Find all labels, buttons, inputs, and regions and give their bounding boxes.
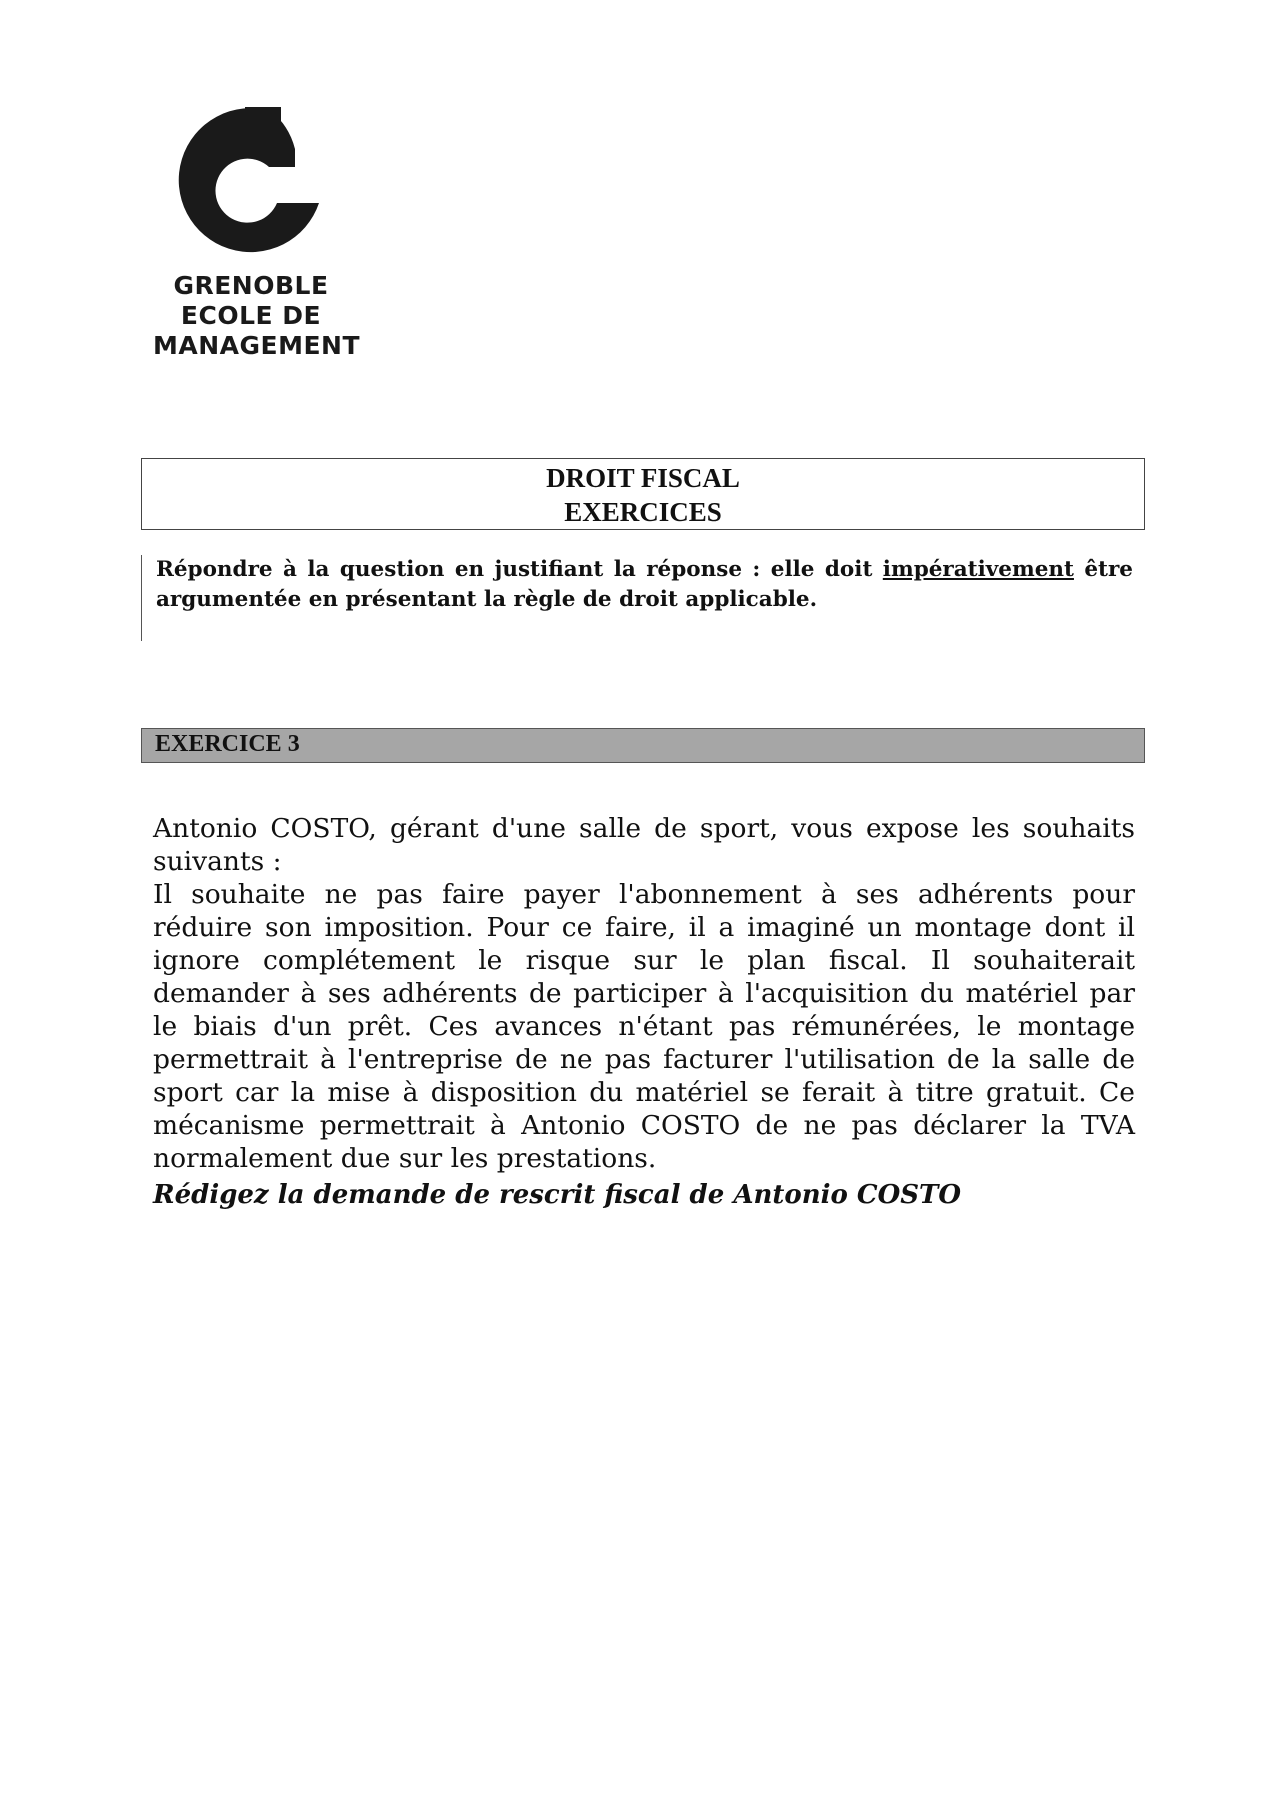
- school-logo: [153, 105, 361, 361]
- logo-line-2: ECOLE DE: [180, 301, 322, 330]
- exercise-heading: [141, 728, 1145, 763]
- logo-wordmark: [153, 271, 361, 361]
- exercise-statement: [153, 812, 1135, 1175]
- instruction-emphasis: impérativement: [882, 557, 1074, 582]
- statement-paragraph-2: Il souhaite ne pas faire payer l'abonnement à ses adhérents pour réduire son imposition. Pour ce faire, il a imaginé un montage dont il ignore complétement le risque sur le plan fiscal. Il souhaiterait demander à ses adhérents de participer à l'acquisition du matériel par le biais d'un prêt. Ces avances n'étant pas rémunérées, le montage permettrait à l'entreprise de ne pas facturer l'utilisation de la salle de sport car la mise à disposition du matériel se ferait à titre gratuit. Ce mécanisme permettrait à Antonio COSTO de ne pas déclarer la TVA normalement due sur les prestations.: [153, 879, 1135, 1174]
- g-logo-icon: [153, 105, 349, 265]
- statement-paragraph-1: Antonio COSTO, gérant d'une salle de sport, vous expose les souhaits suivants :: [153, 813, 1135, 877]
- title-line-2: EXERCICES: [564, 497, 722, 527]
- instruction-text-before: Répondre à la question en justifiant la réponse : elle doit: [156, 557, 883, 582]
- exercise-label: EXERCICE 3: [155, 731, 300, 757]
- title-line-1: DROIT FISCAL: [546, 463, 740, 493]
- logo-line-1: GRENOBLE: [173, 271, 329, 300]
- document-title-box: [141, 458, 1145, 530]
- logo-line-3: MANAGEMENT: [153, 331, 361, 360]
- instruction-block: [141, 555, 1145, 641]
- instruction-text-after: être argumentée en présentant la règle de droit applicable.: [156, 557, 1133, 612]
- exercise-question: Rédigez la demande de rescrit fiscal de Antonio COSTO: [153, 1180, 962, 1210]
